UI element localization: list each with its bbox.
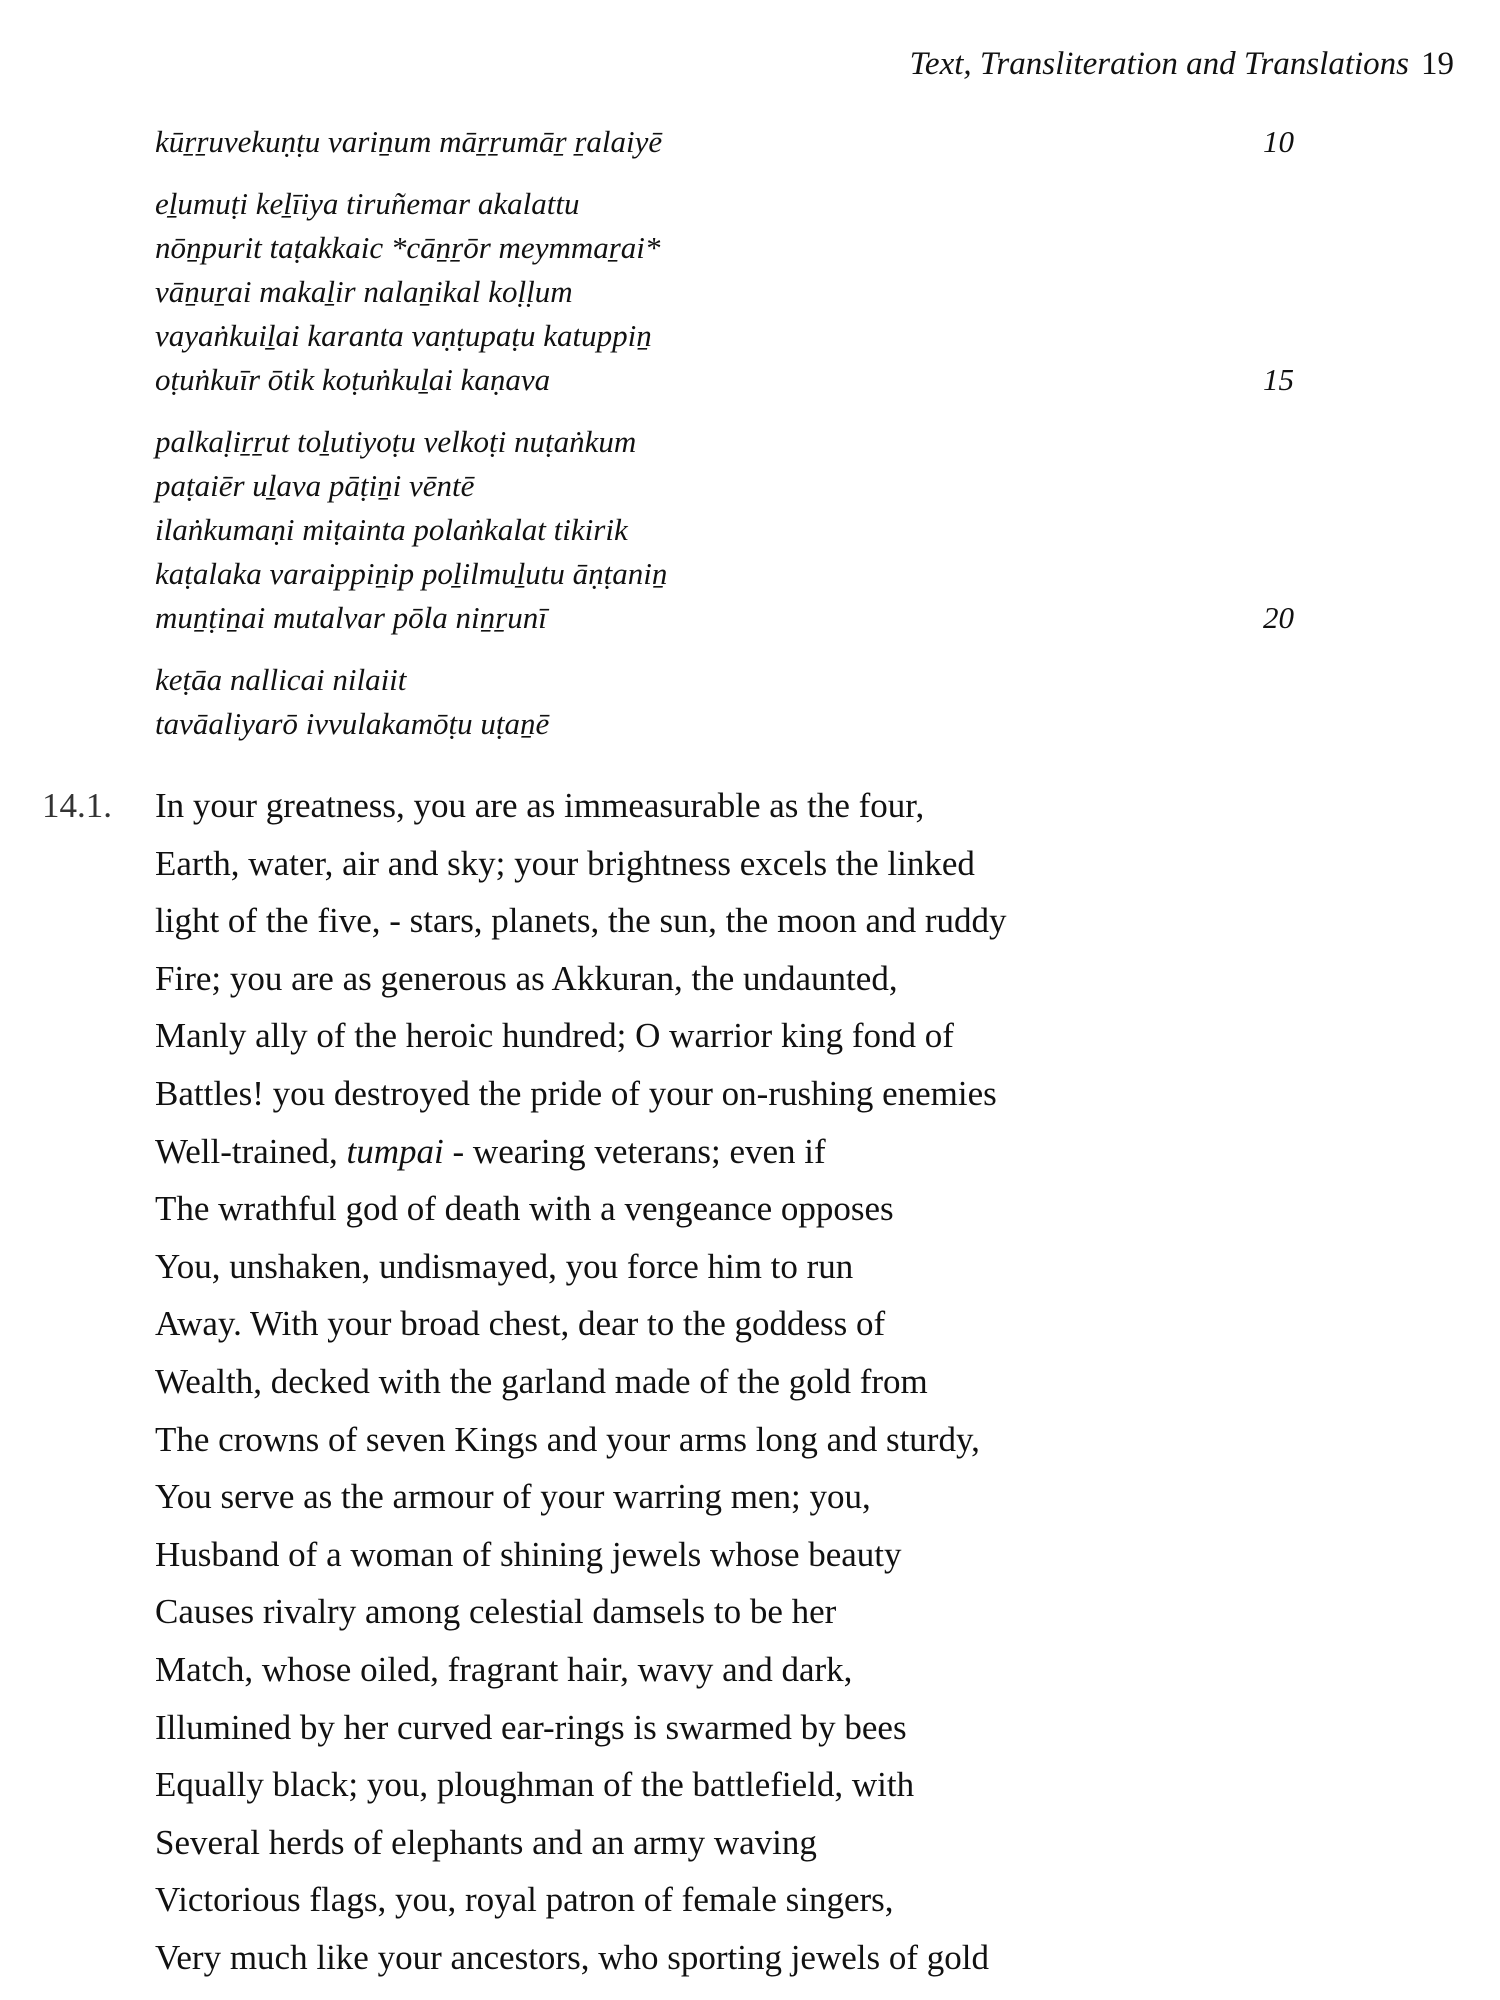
running-header	[910, 44, 1454, 84]
verse-line-text: keṭāa nallicai nilaiit	[155, 662, 407, 697]
translation-text: light of the five, - stars, planets, the sun, the moon and ruddy	[155, 901, 1007, 941]
verse-stanza	[155, 120, 1305, 164]
translation-text: Away. With your broad chest, dear to the goddess of	[155, 1304, 886, 1344]
verse-line-text: ilaṅkumaṇi miṭainta polaṅkalat tikirik	[155, 512, 628, 547]
verse-line	[155, 420, 1305, 464]
verse-line	[155, 552, 1305, 596]
translation-line	[42, 835, 1442, 893]
page-number: 19	[1421, 46, 1454, 82]
translation-line	[42, 1007, 1442, 1065]
verse-line	[155, 182, 1305, 226]
verse-line-text: vayaṅkuiḻai karanta vaṇṭupaṭu katuppiṉ	[155, 318, 652, 353]
translation-line	[42, 1641, 1442, 1699]
verse-line-text: vāṉuṟai makaḻir nalaṉikal koḷḷum	[155, 274, 573, 309]
translation-line	[42, 777, 1442, 835]
translation-text: You, unshaken, undismayed, you force him to run	[155, 1246, 854, 1286]
translation-text: Manly ally of the heroic hundred; O warrior king fond of	[155, 1016, 954, 1056]
translation-line	[42, 1756, 1442, 1814]
translation-text: The crowns of seven Kings and your arms long and sturdy,	[155, 1419, 980, 1459]
translation-line	[42, 1814, 1442, 1872]
translation-line	[42, 1526, 1442, 1584]
translation-text: Wealth, decked with the garland made of the gold from	[155, 1361, 928, 1401]
translation-text: The wrathful god of death with a vengeance opposes	[155, 1189, 894, 1229]
verse-line	[155, 226, 1305, 270]
translation-line	[42, 1180, 1442, 1238]
translation-text: - wearing veterans; even if	[443, 1131, 826, 1171]
translation-line	[42, 1238, 1442, 1296]
verse-line	[155, 658, 1305, 702]
translation-text: Earth, water, air and sky; your brightness excels the linked	[155, 843, 975, 883]
translation-line	[42, 1295, 1442, 1353]
verse-line-text: eḻumuṭi keḻīiya tiruñemar akalattu	[155, 186, 580, 221]
translation-line	[42, 1871, 1442, 1929]
translation-text: Match, whose oiled, fragrant hair, wavy and dark,	[155, 1649, 853, 1689]
verse-line	[155, 270, 1305, 314]
verse-line-text: palkaḷiṟṟut toḻutiyoṭu velkoṭi nuṭaṅkum	[155, 424, 637, 459]
verse-stanza	[155, 182, 1305, 402]
translation-line	[42, 1353, 1442, 1411]
verse-line	[155, 358, 1305, 402]
verse-line	[155, 702, 1305, 746]
translation-line	[42, 1929, 1442, 1987]
translation-text: Very much like your ancestors, who sporting jewels of gold	[155, 1937, 990, 1977]
translation-line	[42, 1123, 1442, 1181]
verse-line	[155, 596, 1305, 640]
verse-line	[155, 508, 1305, 552]
transliterated-verse	[155, 120, 1305, 764]
translation-text: Illumined by her curved ear-rings is swarmed by bees	[155, 1707, 907, 1747]
verse-line-text: nōṉpurit taṭakkaic *cāṉṟōr meymmaṟai*	[155, 230, 661, 265]
verse-stanza	[155, 420, 1305, 640]
running-header-title: Text, Transliteration and Translations	[909, 46, 1409, 82]
verse-line-text: tavāaliyarō ivvulakamōṭu uṭaṉē	[155, 706, 550, 741]
translation-text: Fire; you are as generous as Akkuran, the undaunted,	[155, 958, 898, 998]
verse-line	[155, 120, 1305, 164]
translation-text: Causes rivalry among celestial damsels to be her	[155, 1592, 837, 1632]
translation-line	[42, 1411, 1442, 1469]
translation-text: Several herds of elephants and an army waving	[155, 1822, 817, 1862]
translation-text: Well-trained,	[155, 1131, 347, 1171]
translation-text: In your greatness, you are as immeasurable as the four,	[155, 786, 925, 825]
verse-line-text: kaṭalaka varaippiṉip poḻilmuḻutu āṇṭaniṉ	[155, 556, 668, 591]
translation-passage	[42, 777, 1442, 1986]
verse-line-number: 10	[1263, 124, 1294, 159]
translation-line	[42, 1468, 1442, 1526]
translation-text: Equally black; you, ploughman of the battlefield, with	[155, 1765, 915, 1805]
translation-line	[42, 1065, 1442, 1123]
verse-line-number: 15	[1263, 362, 1294, 397]
italic-term: tumpai	[346, 1131, 444, 1171]
translation-line	[42, 950, 1442, 1008]
translation-line	[42, 892, 1442, 950]
verse-line-text: kūṟṟuvekuṇṭu variṉum māṟṟumāṟ ṟalaiyē	[155, 124, 663, 159]
translation-text: You serve as the armour of your warring men; you,	[155, 1477, 871, 1517]
verse-stanza	[155, 658, 1305, 746]
translation-text: Victorious flags, you, royal patron of female singers,	[155, 1880, 894, 1920]
translation-line	[42, 1699, 1442, 1757]
translation-text: Husband of a woman of shining jewels whose beauty	[155, 1534, 902, 1574]
translation-line	[42, 1583, 1442, 1641]
verse-line	[155, 314, 1305, 358]
verse-line-text: paṭaiēr uḻava pāṭiṉi vēntē	[155, 468, 475, 503]
verse-line	[155, 464, 1305, 508]
section-number: 14.1.	[42, 786, 112, 825]
verse-line-text: oṭuṅkuīr ōtik koṭuṅkuḻai kaṇava	[155, 362, 551, 397]
verse-line-number: 20	[1263, 600, 1294, 635]
translation-text: Battles! you destroyed the pride of your on-rushing enemies	[155, 1073, 997, 1113]
verse-line-text: muṉṭiṉai mutalvar pōla niṉṟunī	[155, 600, 547, 635]
